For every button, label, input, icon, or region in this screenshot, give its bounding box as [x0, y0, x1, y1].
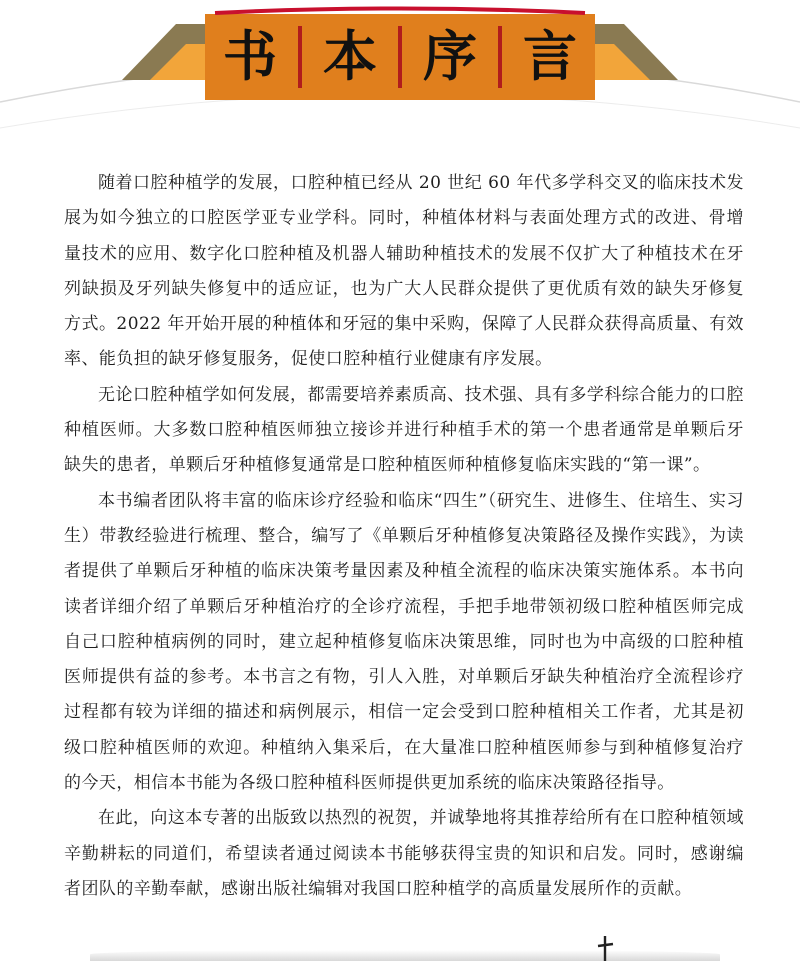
- page-title: [214, 14, 586, 100]
- title-char: 本: [323, 25, 377, 88]
- title-divider: [498, 26, 502, 88]
- title-banner: [0, 0, 800, 130]
- signature-fragment-icon: [596, 934, 616, 961]
- title-divider: [398, 26, 402, 88]
- paragraph: 随着口腔种植学的发展，口腔种植已经从 20 世纪 60 年代多学科交叉的临床技术发展为如今独立的口腔医学亚专业学科。同时，种植体材料与表面处理方式的改进、骨增量技术的应用、数字化口腔种植及机器人辅助种植技术的发展不仅扩大了种植技术在牙列缺损及牙列缺失修复中的适应证，也为广大人民群众提供了更优质有效的缺失牙修复方式。2022 年开始开展的种植体和牙冠的集中采购，保障了人民群众获得高质量、有效率、能负担的缺牙修复服务，促使口腔种植行业健康有序发展。: [64, 173, 744, 370]
- title-divider: [298, 26, 302, 88]
- title-char: 言: [523, 25, 577, 88]
- ribbon-accent-line: [215, 9, 585, 14]
- paragraph: 在此，向这本专著的出版致以热烈的祝贺，并诚挚地将其推荐给所有在口腔种植领域辛勤耕耘的同道们，希望读者通过阅读本书能够获得宝贵的知识和启发。同时，感谢编者团队的辛勤奉献，感谢出版社编辑对我国口腔种植学的高质量发展所作的贡献。: [64, 808, 744, 899]
- paragraph: 无论口腔种植学如何发展，都需要培养素质高、技术强、具有多学科综合能力的口腔种植医师。大多数口腔种植医师独立接诊并进行种植手术的第一个患者通常是单颗后牙缺失的患者，单颗后牙种植修复通常是口腔种植医师种植修复临床实践的“第一课”。: [64, 384, 744, 476]
- bottom-page-curve: [90, 950, 720, 961]
- title-char: 书: [223, 25, 277, 88]
- title-char: 序: [423, 25, 477, 88]
- paragraph: 本书编者团队将丰富的临床诊疗经验和临床“四生”（研究生、进修生、住培生、实习生）带教经验进行梳理、整合，编写了《单颗后牙种植修复决策路径及操作实践》，为读者提供了单颗后牙种植的临床决策考量因素及种植全流程的临床决策实施体系。本书向读者详细介绍了单颗后牙种植治疗的全诊疗流程，手把手地带领初级口腔种植医师完成自己口腔种植病例的同时，建立起种植修复临床决策思维，同时也为中高级的口腔种植医师提供有益的参考。本书言之有物，引人入胜，对单颗后牙缺失种植治疗全流程诊疗过程都有较为详细的描述和病例展示，相信一定会受到口腔种植相关工作者，尤其是初级口腔种植医师的欢迎。种植纳入集采后，在大量准口腔种植医师参与到种植修复治疗的今天，相信本书能为各级口腔种植科医师提供更加系统的临床决策路径指导。: [64, 490, 744, 794]
- preface-body: [64, 166, 744, 907]
